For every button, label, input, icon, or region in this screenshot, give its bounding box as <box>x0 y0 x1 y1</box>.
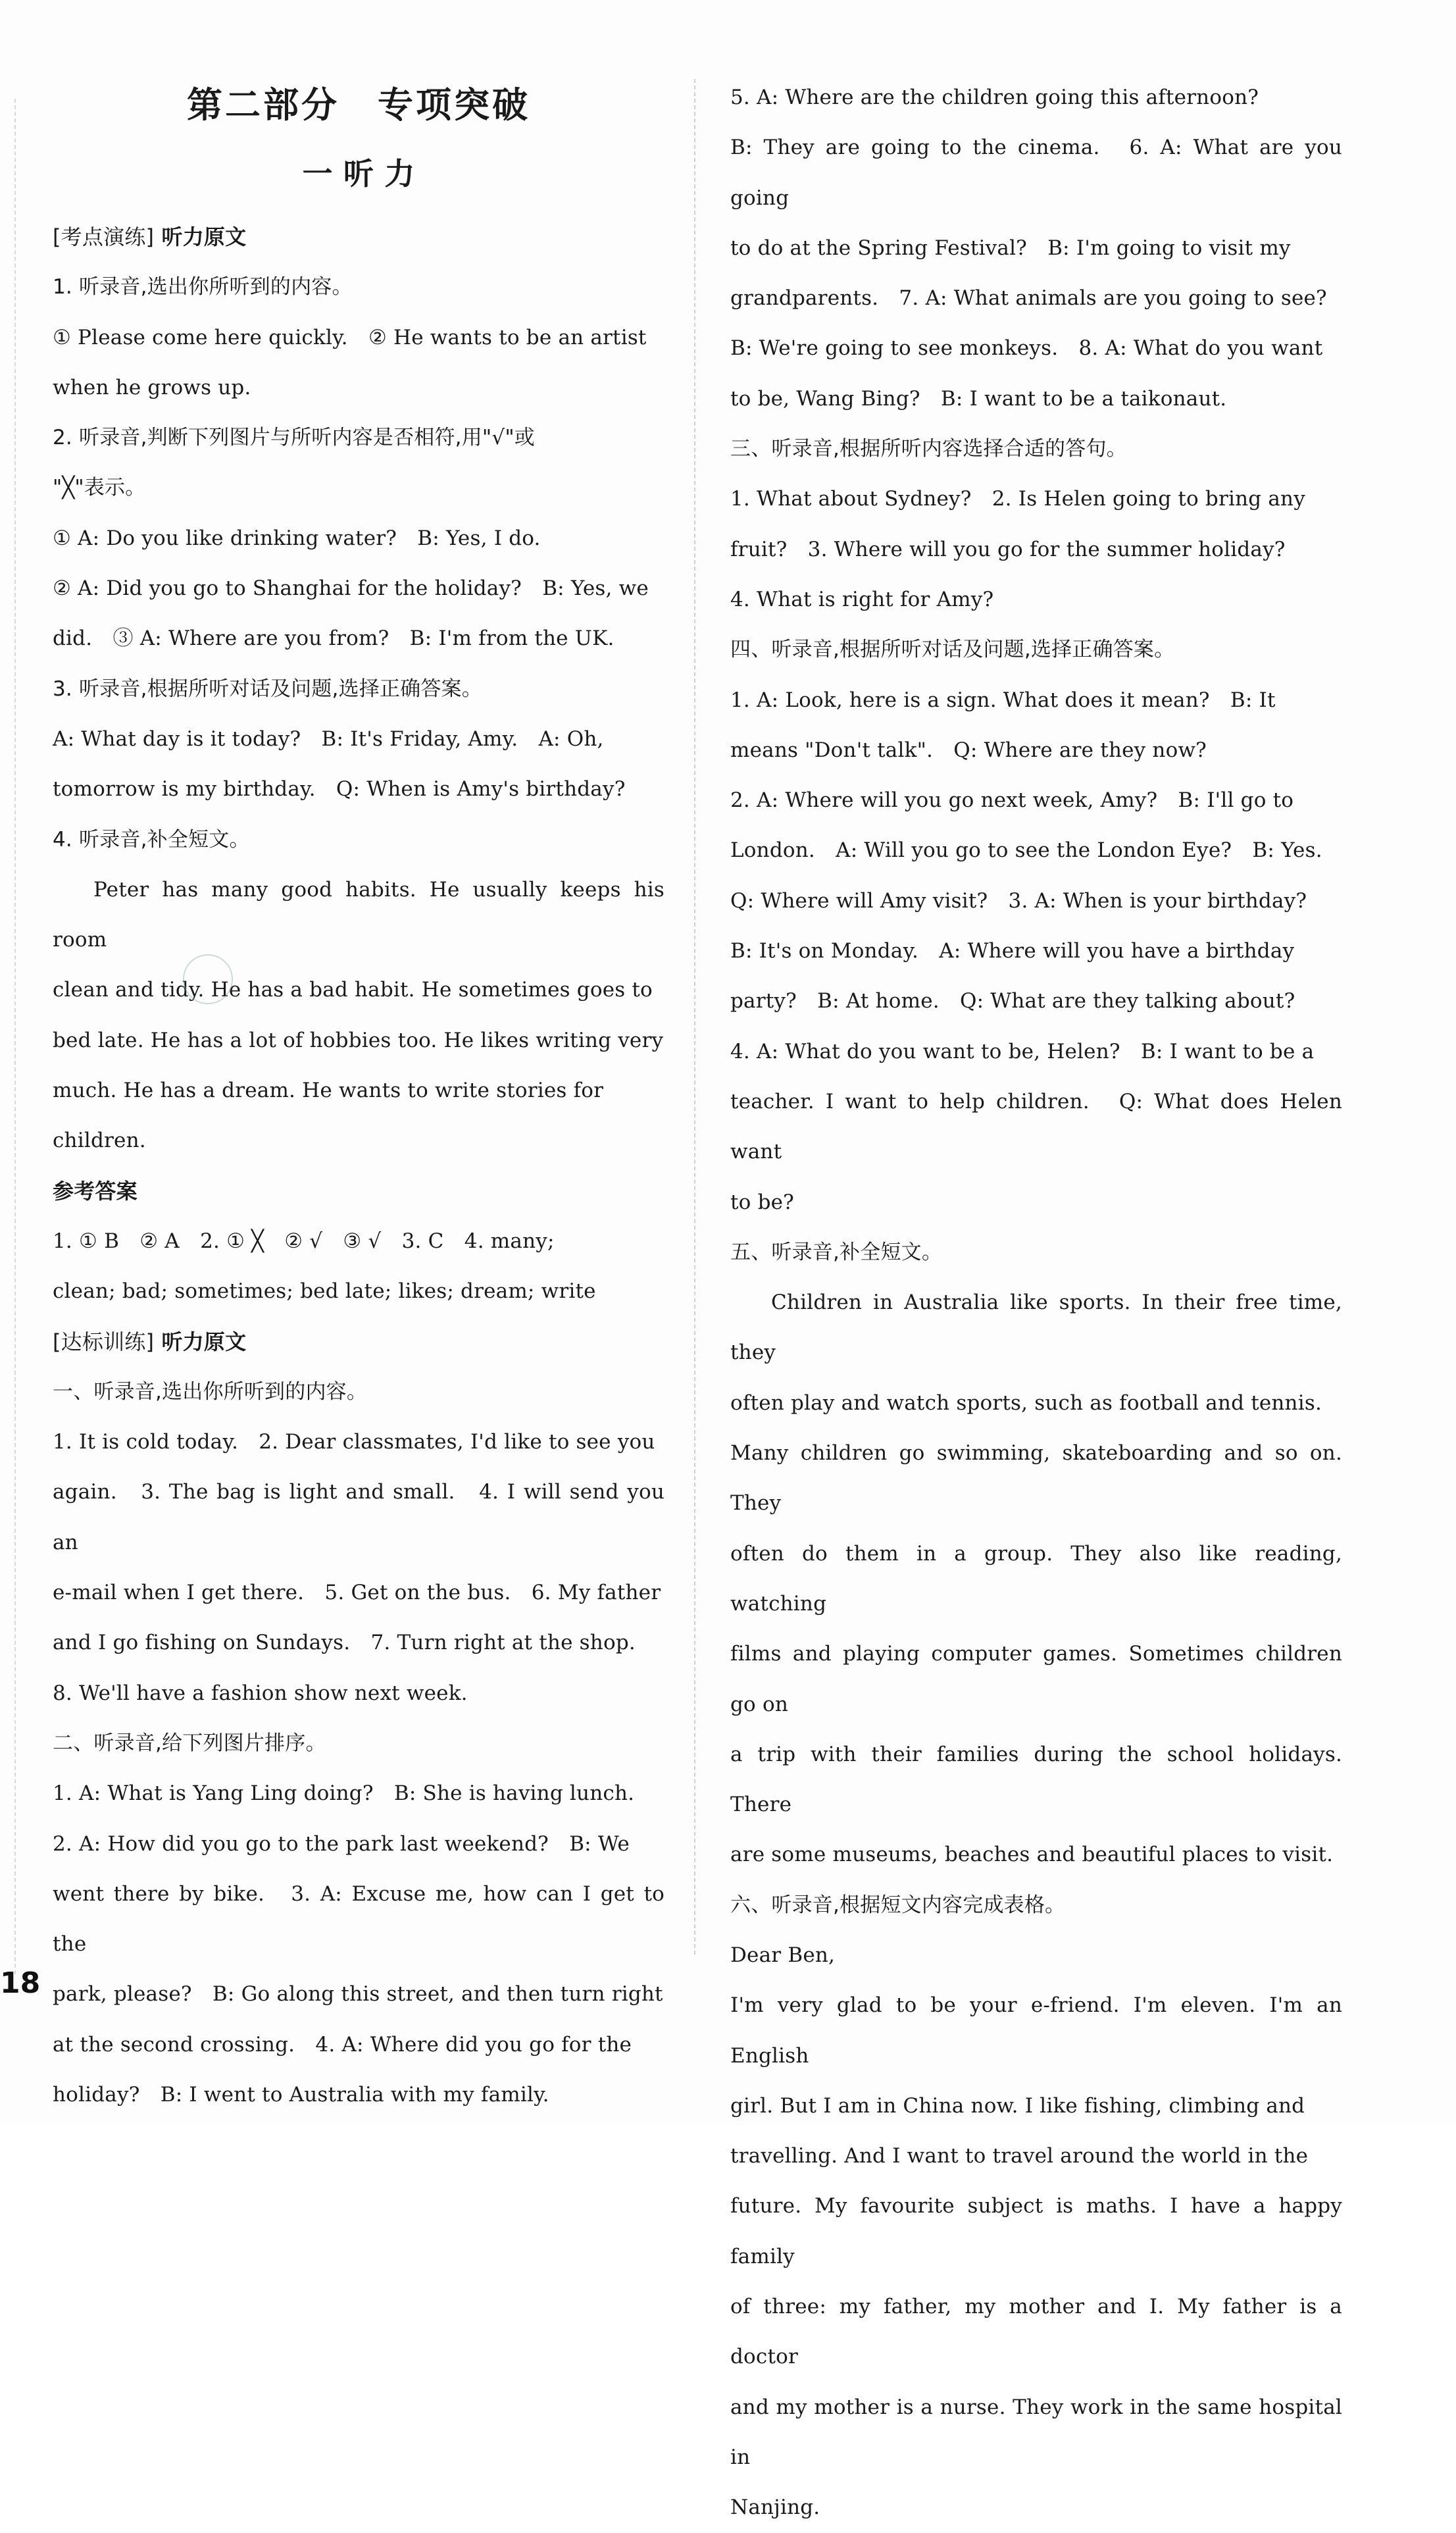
question-heading: 六、听录音,根据短文内容完成表格。 <box>730 1893 1066 1917</box>
left-column <box>53 72 665 2120</box>
passage-line: are some museums, beaches and beautiful places to visit. <box>730 1843 1334 1867</box>
passage-line: Many children go swimming, skateboarding and so on. They <box>730 1441 1342 1516</box>
text-line: did. ③ A: Where are you from? B: I'm from the UK. <box>53 627 615 651</box>
letter-line: of three: my father, my mother and I. My father is a doctor <box>730 2295 1342 2369</box>
question-heading: 一、听录音,选出你所听到的内容。 <box>53 1379 368 1404</box>
text-line: 1. A: What is Yang Ling doing? B: She is having lunch. <box>53 1781 635 1806</box>
right-column <box>730 72 1342 2533</box>
text-line: ① A: Do you like drinking water? B: Yes, I do. <box>53 526 541 550</box>
question-heading: 3. 听录音,根据所听对话及问题,选择正确答案。 <box>53 677 482 701</box>
left-margin-rule <box>14 99 16 1974</box>
question-heading: 三、听录音,根据所听内容选择合适的答句。 <box>730 437 1127 461</box>
question-heading: 四、听录音,根据所听对话及问题,选择正确答案。 <box>730 638 1175 662</box>
question-heading: 4. 听录音,补全短文。 <box>53 827 250 852</box>
text-line: 4. A: What do you want to be, Helen? B: I want to be a <box>730 1039 1315 1063</box>
kaodian-tag: [考点演练] <box>53 224 155 249</box>
text-line: e-mail when I get there. 5. Get on the bus. 6. My father <box>53 1581 661 1605</box>
passage-line: films and playing computer games. Sometimes children go on <box>730 1642 1342 1716</box>
letter-line: I'm very glad to be your e-friend. I'm eleven. I'm an English <box>730 1993 1342 2068</box>
letter-line: travelling. And I want to travel around the world in the <box>730 2144 1309 2168</box>
passage-line: much. He has a dream. He wants to write stories for <box>53 1079 604 1103</box>
text-line: park, please? B: Go along this street, and then turn right <box>53 1982 663 2007</box>
text-line: again. 3. The bag is light and small. 4. I will send you an <box>53 1480 665 1554</box>
kaodian-heading <box>53 212 665 262</box>
text-line: ① Please come here quickly. ② He wants to be an artist <box>53 325 647 349</box>
text-line: 1. What about Sydney? 2. Is Helen going to bring any <box>730 487 1305 511</box>
dabiao-tag: [达标训练] <box>53 1329 155 1354</box>
answer-heading: 参考答案 <box>53 1178 138 1204</box>
question-heading: 二、听录音,给下列图片排序。 <box>53 1731 326 1755</box>
passage-line: Children in Australia like sports. In their free time, they <box>730 1291 1342 1365</box>
text-line: to do at the Spring Festival? B: I'm going to visit my <box>730 236 1291 260</box>
answer-line: clean; bad; sometimes; bed late; likes; dream; write <box>53 1279 596 1304</box>
letter-line: Nanjing. <box>730 2495 820 2520</box>
passage-line: a trip with their families during the school holidays. There <box>730 1742 1342 1817</box>
letter-line: future. My favourite subject is maths. I have a happy family <box>730 2194 1342 2268</box>
text-line: 2. A: How did you go to the park last weekend? B: We <box>53 1831 630 1856</box>
text-line: Q: Where will Amy visit? 3. A: When is your birthday? <box>730 888 1307 913</box>
passage-line: children. <box>53 1129 146 1153</box>
text-line: London. A: Will you go to see the London Eye? B: Yes. <box>730 838 1322 863</box>
text-line: means "Don't talk". Q: Where are they now? <box>730 738 1207 762</box>
text-line: went there by bike. 3. A: Excuse me, how can I get to the <box>53 1881 665 1957</box>
text-line: holiday? B: I went to Australia with my family. <box>53 2082 549 2107</box>
passage-line: clean and tidy. He has a bad habit. He sometimes goes to <box>53 978 653 1002</box>
text-line: 8. We'll have a fashion show next week. <box>53 1681 468 1705</box>
text-line: B: We're going to see monkeys. 8. A: What do you want <box>730 336 1323 361</box>
text-line: when he grows up. <box>53 375 251 399</box>
question-heading: 1. 听录音,选出你所听到的内容。 <box>53 275 353 299</box>
text-line: to be, Wang Bing? B: I want to be a taikonaut. <box>730 386 1227 411</box>
dabiao-label: 听力原文 <box>161 1329 247 1354</box>
passage-line: bed late. He has a lot of hobbies too. He likes writing very <box>53 1028 664 1052</box>
letter-line: Dear Ben, <box>730 1943 836 1967</box>
letter-line: girl. But I am in China now. I like fishing, climbing and <box>730 2093 1305 2118</box>
text-line: party? B: At home. Q: What are they talking about? <box>730 989 1295 1013</box>
part-title: 第二部分 专项突破 <box>187 84 530 126</box>
faded-stamp <box>183 954 233 1004</box>
text-line: A: What day is it today? B: It's Friday, Amy. A: Oh, <box>53 727 604 751</box>
text-line: to be? <box>730 1190 794 1214</box>
question-heading: 2. 听录音,判断下列图片与所听内容是否相符,用"√"或 <box>53 426 536 450</box>
text-line: 1. A: Look, here is a sign. What does it mean? B: It <box>730 688 1276 712</box>
text-line: grandparents. 7. A: What animals are you going to see? <box>730 286 1327 311</box>
passage-line: often do them in a group. They also like reading, watching <box>730 1541 1342 1616</box>
passage-line: often play and watch sports, such as football and tennis. <box>730 1391 1322 1415</box>
text-line: B: They are going to the cinema. 6. A: What are you going <box>730 136 1342 210</box>
text-line: 5. A: Where are the children going this afternoon? <box>730 86 1259 109</box>
letter-line: and my mother is a nurse. They work in the same hospital in <box>730 2395 1342 2469</box>
text-line: 2. A: Where will you go next week, Amy? B: I'll go to <box>730 788 1294 813</box>
text-line: B: It's on Monday. A: Where will you have a birthday <box>730 939 1295 963</box>
kaodian-label: 听力原文 <box>161 224 247 249</box>
text-line: 1. It is cold today. 2. Dear classmates, I'd like to see you <box>53 1430 655 1454</box>
text-line: and I go fishing on Sundays. 7. Turn right at the shop. <box>53 1631 636 1655</box>
passage-line: Peter has many good habits. He usually keeps his room <box>53 877 665 952</box>
dabiao-heading <box>53 1317 665 1367</box>
text-line: at the second crossing. 4. A: Where did you go for the <box>53 2032 632 2057</box>
question-heading: 五、听录音,补全短文。 <box>730 1240 943 1264</box>
text-line: ② A: Did you go to Shanghai for the holiday? B: Yes, we <box>53 576 649 601</box>
text-line: fruit? 3. Where will you go for the summer holiday? <box>730 537 1286 561</box>
text-line: teacher. I want to help children. Q: What does Helen want <box>730 1089 1342 1164</box>
text-line: tomorrow is my birthday. Q: When is Amy's birthday? <box>53 777 626 802</box>
page-number: 18 <box>0 1966 41 2000</box>
answer-line: 1. ① B ② A 2. ① ╳ ② √ ③ √ 3. C 4. many; <box>53 1229 555 1253</box>
text-line: 4. What is right for Amy? <box>730 587 994 611</box>
text-line: "╳"表示。 <box>53 476 146 500</box>
column-divider <box>694 79 695 1955</box>
section-title: 一 听 力 <box>302 156 415 192</box>
